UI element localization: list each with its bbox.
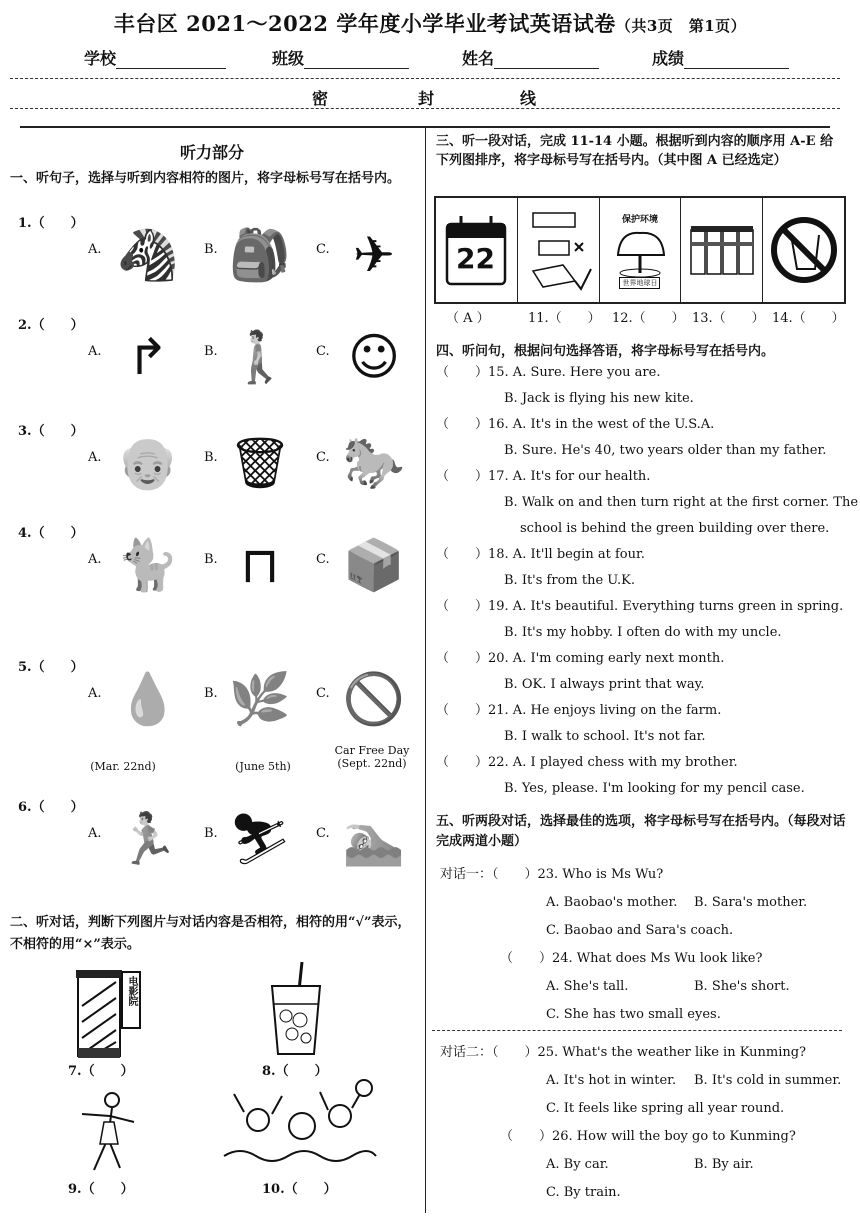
q23-option-a: A. Baobao's mother. (546, 895, 678, 910)
q26-option-c: C. By train. (546, 1185, 621, 1200)
q1-option-b-label: B. (204, 242, 218, 257)
name-field[interactable] (462, 46, 599, 69)
q5-caption-b: (June 5th) (235, 760, 291, 773)
column-divider (425, 128, 426, 1213)
world-environment-day-picture: 🌿 (228, 669, 292, 728)
q25-option-b: B. It's cold in summer. (694, 1073, 842, 1088)
answer-a: （ A ） (446, 311, 490, 326)
q26-question[interactable]: （ ）26. How will the boy go to Kunming? (500, 1129, 796, 1144)
seal-dash-bottom (10, 108, 840, 109)
car-free-day-picture: 🚫 (342, 669, 406, 728)
q26-option-b: B. By air. (694, 1157, 754, 1172)
section-2-title: 二、听对话，判断下列图片与对话内容是否相符，相符的用“√”表示，不相符的用“×”表示。 (10, 915, 411, 952)
q22-question[interactable]: （ ）22. A. I played chess with my brother. (436, 755, 738, 770)
section-4-title: 四、听问句，根据问句选择答语，将字母标号写在括号内。 (436, 344, 775, 359)
calendar-picture (436, 198, 518, 302)
listening-part-title: 听力部分 (180, 143, 245, 162)
q4-option-b-label: B. (204, 552, 218, 567)
score-label: 成绩 (652, 49, 685, 68)
person-with-ice-cream-picture: ☺ (347, 328, 401, 386)
q20-question[interactable]: （ ）20. A. I'm coming early next month. (436, 651, 725, 666)
q24-option-a: A. She's tall. (546, 979, 629, 994)
school-label: 学校 (84, 49, 117, 68)
q6-option-a-label: A. (88, 826, 102, 841)
q14-answer[interactable]: 14.（ ） (772, 311, 845, 326)
q1-answer[interactable]: 1.（ ） (18, 216, 84, 231)
q15-option-b: B. Jack is flying his new kite. (504, 391, 694, 406)
q19-question[interactable]: （ ）19. A. It's beautiful. Everything turns green in spring. (436, 599, 844, 614)
zebra-picture: 🦓 (116, 225, 180, 284)
q5-option-c-label: C. (316, 686, 330, 701)
horse-picture: 🐎 (342, 433, 406, 492)
title-text: 丰台区 2021～2022 学年度小学毕业考试英语试卷 (113, 11, 616, 36)
q18-question[interactable]: （ ）18. A. It'll begin at four. (436, 547, 645, 562)
q5-caption-a: (Mar. 22nd) (90, 760, 156, 773)
env-sign-top: 保护环境 (621, 214, 658, 225)
boy-with-trash-can-picture: 🗑 (228, 433, 292, 492)
section-5-title: 五、听两段对话，选择最佳的选项，将字母标号写在括号内。（每段对话完成两道小题） (436, 814, 846, 849)
q17-question[interactable]: （ ）17. A. It's for our health. (436, 469, 651, 484)
q5-option-b-label: B. (204, 686, 218, 701)
q22-option-b: B. Yes, please. I'm looking for my pencil case. (504, 781, 805, 796)
q2-option-c-label: C. (316, 344, 330, 359)
bins-picture (681, 198, 763, 302)
q16-option-b: B. Sure. He's 40, two years older than my father. (504, 443, 827, 458)
q7-answer[interactable]: 7.（ ） (68, 1064, 134, 1079)
recycling-picture (518, 198, 600, 302)
cat-on-chair-picture: 🐈 (116, 535, 180, 594)
q24-option-b: B. She's short. (694, 979, 790, 994)
q13-answer[interactable]: 13.（ ） (692, 311, 765, 326)
q18-option-b: B. It's from the U.K. (504, 573, 636, 588)
earth-day-picture (600, 198, 682, 302)
hikers-picture: 🚶 (228, 327, 292, 386)
q21-question[interactable]: （ ）21. A. He enjoys living on the farm. (436, 703, 722, 718)
class-field[interactable] (272, 46, 409, 69)
dog-in-box-picture: 📦 (342, 535, 406, 594)
q24-question[interactable]: （ ）24. What does Ms Wu look like? (500, 951, 763, 966)
q26-option-a: A. By car. (546, 1157, 609, 1172)
seal-char-3: 线 (520, 89, 537, 108)
q12-answer[interactable]: 12.（ ） (612, 311, 685, 326)
q23-option-b: B. Sara's mother. (694, 895, 808, 910)
q17-option-b-cont: school is behind the green building over there. (520, 521, 830, 536)
name-label: 姓名 (462, 49, 495, 68)
calendar-number: 22 (456, 242, 495, 275)
cinema-sign-text: 电影院 (126, 976, 137, 1006)
airplane-picture: ✈ (353, 226, 395, 284)
q2-answer[interactable]: 2.（ ） (18, 318, 84, 333)
env-sign-bottom: 世界地球日 (619, 277, 660, 289)
q1-option-c-label: C. (316, 242, 330, 257)
q11-answer[interactable]: 11.（ ） (528, 311, 601, 326)
q24-option-c: C. She has two small eyes. (546, 1007, 721, 1022)
swimming-group-picture (220, 1076, 380, 1176)
q6-answer[interactable]: 6.（ ） (18, 800, 84, 815)
q8-answer[interactable]: 8.（ ） (262, 1064, 328, 1079)
q6-option-c-label: C. (316, 826, 330, 841)
seal-char-1: 密 (312, 89, 329, 108)
q2-option-a-label: A. (88, 344, 102, 359)
q23-question[interactable]: 对话一：（ ）23. Who is Ms Wu? (440, 867, 664, 882)
world-water-day-picture: 💧 (116, 669, 180, 728)
q25-option-c: C. It feels like spring all year round. (546, 1101, 785, 1116)
q3-option-a-label: A. (88, 450, 102, 465)
q25-question[interactable]: 对话二：（ ）25. What's the weather like in Kunming? (440, 1045, 807, 1060)
q5-answer[interactable]: 5.（ ） (18, 660, 84, 675)
backpack-picture: 🎒 (228, 225, 292, 284)
section-3-picture-strip (434, 196, 846, 304)
page-info: （共3页 第1页） (615, 17, 747, 35)
skier-picture: ⛷ (228, 809, 292, 868)
drink-glass-picture (264, 960, 328, 1060)
school-field[interactable] (84, 46, 226, 69)
section-3-title: 三、听一段对话，完成 11-14 小题。根据听到内容的顺序用 A-E 给下列图排序，将字母标号写在括号内。（其中图 A 已经选定） (436, 134, 834, 168)
q20-option-b: B. OK. I always print that way. (504, 677, 705, 692)
q16-question[interactable]: （ ）16. A. It's in the west of the U.S.A. (436, 417, 715, 432)
q3-answer[interactable]: 3.（ ） (18, 424, 84, 439)
q5-caption-c: Car Free Day (Sept. 22nd) (334, 744, 410, 770)
q17-option-b: B. Walk on and then turn right at the first corner. The (504, 495, 859, 510)
running-girl-picture (74, 1088, 144, 1178)
class-label: 班级 (272, 49, 305, 68)
q6-option-b-label: B. (204, 826, 218, 841)
seal-dash-top (10, 78, 840, 79)
q5-option-a-label: A. (88, 686, 102, 701)
q4-answer[interactable]: 4.（ ） (18, 526, 84, 541)
swimmer-picture: 🏊 (342, 809, 406, 868)
exam-title (0, 8, 860, 38)
q21-option-b: B. I walk to school. It's not far. (504, 729, 706, 744)
q10-answer[interactable]: 10.（ ） (262, 1182, 337, 1197)
section-1-title: 一、听句子，选择与听到内容相符的图片，将字母标号写在括号内。 (10, 171, 401, 186)
old-man-with-cane-picture: 👴 (116, 433, 180, 492)
turn-right-sign-picture: ↱ (127, 328, 169, 386)
q3-option-c-label: C. (316, 450, 330, 465)
cat-under-table-picture: ⊓ (240, 536, 280, 594)
q19-option-b: B. It's my hobby. I often do with my uncle. (504, 625, 782, 640)
no-plastic-bag-picture (763, 198, 844, 302)
q1-option-a-label: A. (88, 242, 102, 257)
q3-option-b-label: B. (204, 450, 218, 465)
q9-answer[interactable]: 9.（ ） (68, 1182, 134, 1197)
q15-question[interactable]: （ ）15. A. Sure. Here you are. (436, 365, 661, 380)
q23-option-c: C. Baobao and Sara's coach. (546, 923, 734, 938)
seal-char-2: 封 (418, 89, 435, 108)
q2-option-b-label: B. (204, 344, 218, 359)
running-boy-picture: 🏃 (116, 809, 180, 868)
score-field[interactable] (652, 46, 789, 69)
dialog-separator (432, 1030, 842, 1031)
q4-option-c-label: C. (316, 552, 330, 567)
q25-option-a: A. It's hot in winter. (546, 1073, 677, 1088)
q4-option-a-label: A. (88, 552, 102, 567)
